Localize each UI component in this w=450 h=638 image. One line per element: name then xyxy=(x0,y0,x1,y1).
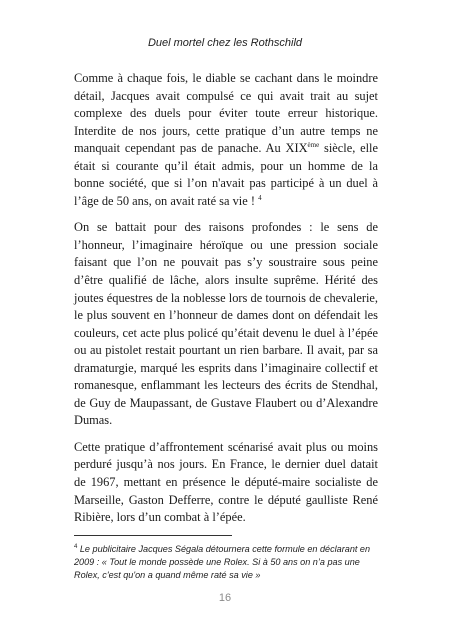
paragraph-1-text-after: siècle, elle était si courante qu’il était admis, pour un homme de la bonne société, que si l’on n'avait pas participé à un duel à l’âge de 50 ans, on avait raté sa vie ! xyxy=(74,141,378,208)
footnote-reference[interactable]: 4 xyxy=(258,193,262,202)
footnote-number: 4 xyxy=(74,544,78,550)
footnote-separator xyxy=(74,535,232,536)
paragraph-3: Cette pratique d’affrontement scénarisé avait plus ou moins perduré jusqu’à nos jours. En France, le dernier duel datait de 1967, mettant en présence le député-maire socialiste de Marseille, Gaston Defferre, contre le député gaulliste René Ribière, lors d’un combat à l’épée. xyxy=(74,439,378,525)
paragraph-1 xyxy=(74,70,378,210)
century-suffix: ème xyxy=(307,141,320,150)
running-header: Duel mortel chez les Rothschild xyxy=(147,37,303,49)
footnote-text: Le publicitaire Jacques Ségala détournera cette formule en déclarant en 2009 : « Tout le monde possède une Rolex. Si à 50 ans on n’a pas une Rolex, c'est qu'on a quand même raté sa vie » xyxy=(74,544,371,580)
footnote xyxy=(74,543,382,581)
paragraph-1-text-before: Comme à chaque fois, le diable se cachant dans le moindre détail, Jacques avait compulsé ce qui avait trait au sujet complexe des duels pour éviter toute erreur historique. Interdite de nos jours, cette pratique d’un autre temps ne manquait cependant pas de panache. Au XIX xyxy=(74,71,378,156)
page-number: 16 xyxy=(218,592,232,604)
paragraph-2: On se battait pour des raisons profondes : le sens de l’honneur, l’imaginaire héroïque ou une pression sociale faisant que l’on ne pouvait pas s’y soustraire sous peine d’être qualifié de lâche, alors insulte suprême. Hérité des joutes équestres de la noblesse lors de tournois de chevalerie, le plus souvent en l’honneur de dames dont on défendait les couleurs, cet acte plus policé qu’était devenu le duel à l’épée ou au pistolet restait pourtant un rien barbare. Il avait, par sa dramaturgie, marqué les esprits dans l’imaginaire collectif et romanesque, enflammant les lecteurs des écrits de Stendhal, de Guy de Maupassant, de Gustave Flaubert ou d’Alexandre Dumas. xyxy=(74,220,378,428)
body-text xyxy=(74,70,378,536)
